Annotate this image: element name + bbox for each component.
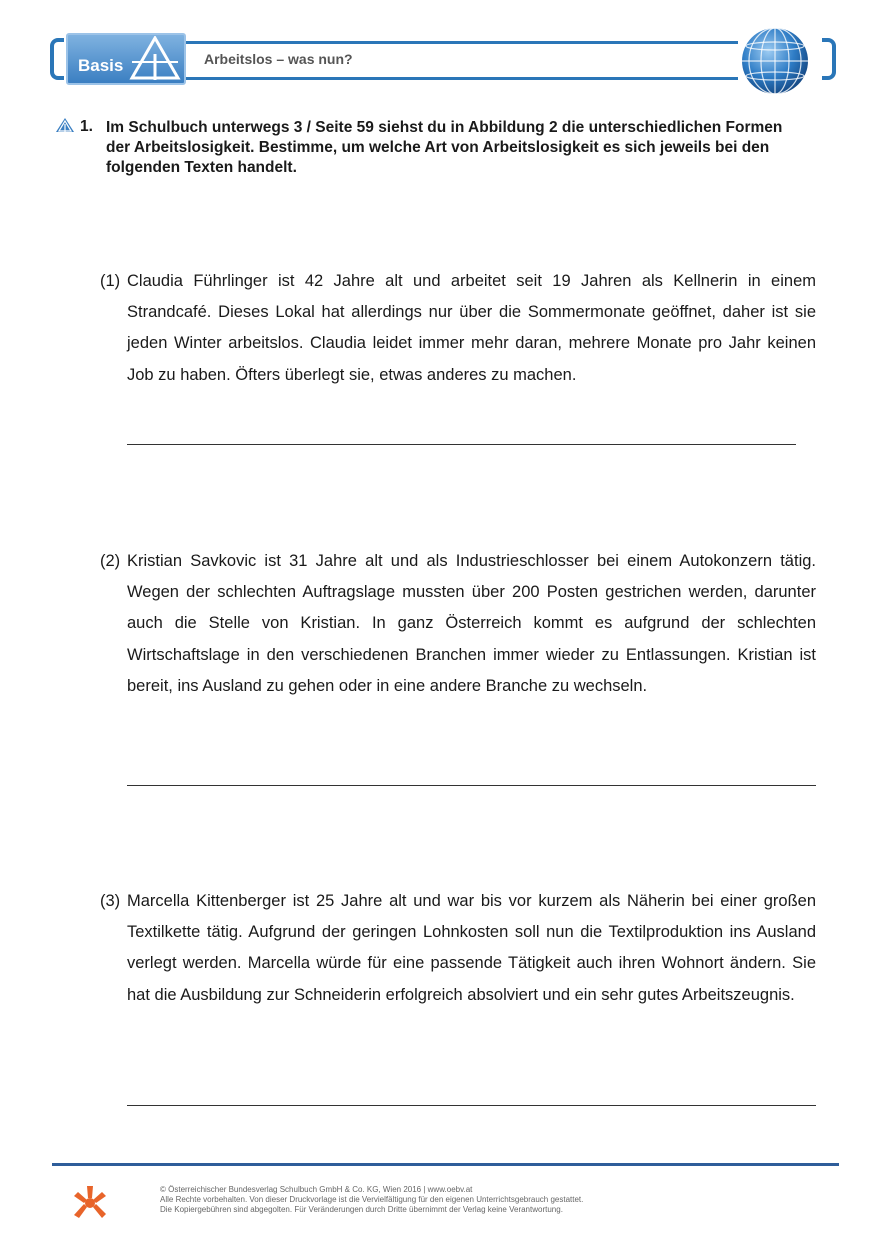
footer-line-2: Alle Rechte vorbehalten. Von dieser Druckvorlage ist die Vervielfältigung für den eigenen Unterrichtsgebrauch gestattet. [160, 1195, 584, 1204]
basis-badge-label: Basis [78, 56, 124, 75]
page-title: Arbeitslos – was nun? [204, 51, 353, 67]
footer-copyright [160, 1185, 583, 1215]
header-bracket-left [50, 38, 64, 80]
basis-level-icon [55, 117, 75, 133]
level-triangle-icon [128, 36, 182, 82]
text-item-number: (3) [100, 892, 121, 910]
task-instruction: Im Schulbuch unterwegs 3 / Seite 59 siehst du in Abbildung 2 die unterschiedlichen Formen der Arbeitslosigkeit. Bestimme, um welche Art von Arbeitslosigkeit es sich jeweils bei den folgenden Texten handelt. [106, 119, 783, 176]
header-line-bottom [186, 77, 738, 80]
footer-line-3: Die Kopiergebühren sind abgegolten. Für Veränderungen durch Dritte übernimmt der Verlag keine Verantwortung. [160, 1205, 563, 1214]
publisher-logo-icon [70, 1184, 110, 1222]
text-item-body: Claudia Führlinger ist 42 Jahre alt und arbeitet seit 19 Jahren als Kellnerin in einem Strandcafé. Dieses Lokal hat allerdings nur über die Sommermonate geöffnet, daher ist sie jeden Winter arbeitslos. Claudia leidet immer mehr daran, mehrere Monate pro Jahr keinen Job zu haben. Öfters überlegt sie, etwas anderes zu machen. [127, 272, 816, 384]
text-item-number: (2) [100, 552, 121, 570]
text-item-body: Kristian Savkovic ist 31 Jahre alt und als Industrieschlosser bei einem Autokonzern tätig. Wegen der schlechten Auftragslage mussten über 200 Posten gestrichen werden, darunter auch die Stelle von Kristian. In ganz Österreich kommt es aufgrund der schlechten Wirtschaftslage in den verschiedenen Branchen immer wieder zu Entlassungen. Kristian ist bereit, ins Ausland zu gehen oder in eine andere Branche zu wechseln. [127, 552, 816, 695]
header-bracket-right [822, 38, 836, 80]
text-item-2 [100, 546, 816, 702]
globe-icon [740, 26, 810, 96]
answer-line-1[interactable] [127, 444, 796, 445]
answer-line-2[interactable] [127, 785, 816, 786]
footer-rule [52, 1163, 839, 1166]
text-item-body: Marcella Kittenberger ist 25 Jahre alt und war bis vor kurzem als Näherin bei einer großen Textilkette tätig. Aufgrund der geringen Lohnkosten soll nun die Textilproduktion ins Ausland verlegt werden. Marcella würde für eine passende Tätigkeit auch ihren Wohnort ändern. Sie hat die Ausbildung zur Schneiderin erfolgreich absolviert und ein sehr gutes Arbeitszeugnis. [127, 892, 816, 1004]
text-item-number: (1) [100, 272, 121, 290]
text-item-3 [100, 886, 816, 1011]
task-number: 1. [80, 118, 93, 135]
footer-line-1: © Österreichischer Bundesverlag Schulbuch GmbH & Co. KG, Wien 2016 | www.oebv.at [160, 1185, 473, 1194]
text-item-1 [100, 266, 816, 391]
header-line-top [186, 41, 738, 44]
answer-line-3[interactable] [127, 1105, 816, 1106]
